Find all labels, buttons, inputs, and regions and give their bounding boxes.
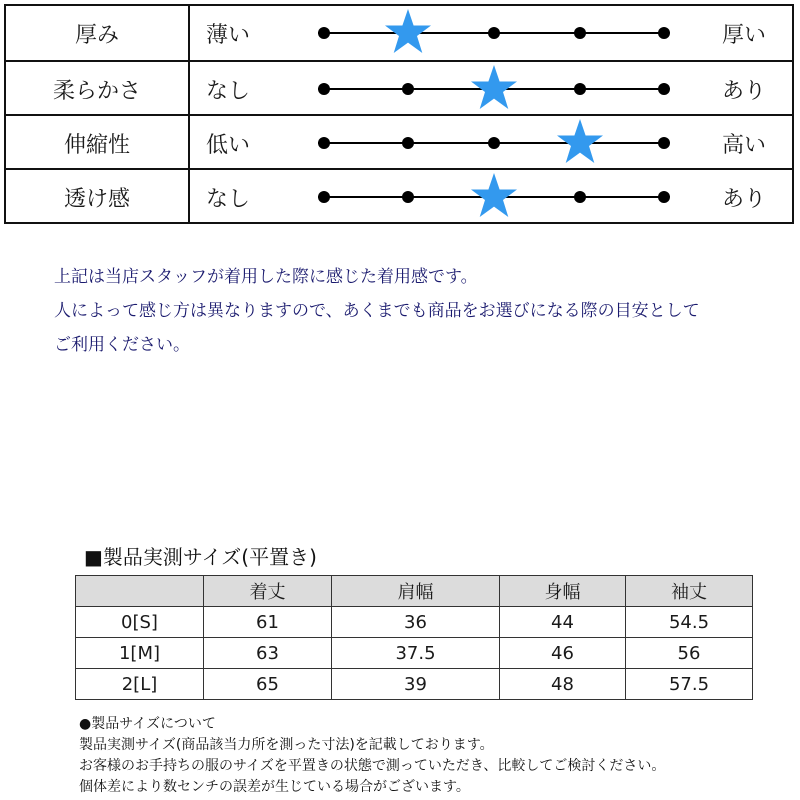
scale-dot	[488, 27, 500, 39]
size-note-line: お客様のお手持ちの服のサイズを平置きの状態で測っていただき、比較してご検討ください。	[79, 758, 666, 774]
feel-label: 厚み	[6, 6, 190, 60]
table-cell: 65	[204, 669, 332, 700]
usage-note	[54, 260, 700, 362]
table-cell: 63	[204, 638, 332, 669]
feel-min-label: なし	[206, 78, 251, 104]
size-note-line: ●製品サイズについて	[79, 716, 216, 732]
header-cell: 袖丈	[626, 576, 753, 607]
feel-row	[6, 114, 792, 170]
feel-row	[6, 6, 792, 60]
size-table-title: ■製品実測サイズ(平置き)	[84, 545, 317, 569]
header-cell: 着丈	[204, 576, 332, 607]
scale-dot	[402, 83, 414, 95]
scale-dot	[574, 83, 586, 95]
note-line: 上記は当店スタッフが着用した際に感じた着用感です。	[54, 267, 478, 287]
table-cell: 46	[500, 638, 626, 669]
feel-row	[6, 60, 792, 116]
feel-min-label: なし	[206, 186, 251, 212]
size-notes	[79, 714, 665, 798]
size-label-cell: 1[M]	[76, 638, 204, 669]
scale-dot	[318, 137, 330, 149]
table-row	[76, 607, 753, 638]
size-label-cell: 0[S]	[76, 607, 204, 638]
scale-dot	[658, 137, 670, 149]
table-cell: 36	[332, 607, 500, 638]
feel-scale	[306, 6, 686, 60]
scale-dot	[574, 27, 586, 39]
feel-max-label: あり	[722, 78, 767, 104]
star-icon	[470, 64, 518, 112]
scale-dot	[574, 191, 586, 203]
star-icon	[384, 8, 432, 56]
star-icon	[556, 118, 604, 166]
table-cell: 39	[332, 669, 500, 700]
size-note-line: 個体差により数センチの誤差が生じている場合がございます。	[79, 779, 470, 795]
feel-label: 透け感	[6, 170, 190, 224]
size-note-line: 製品実測サイズ(商品該当力所を測った寸法)を記載しております。	[79, 737, 494, 753]
feel-table	[4, 4, 794, 224]
feel-max-label: 厚い	[722, 22, 767, 48]
note-line: ご利用ください。	[54, 335, 190, 355]
scale-dot	[318, 191, 330, 203]
feel-min-label: 低い	[206, 132, 251, 158]
table-row	[76, 638, 753, 669]
feel-label: 柔らかさ	[6, 62, 190, 116]
scale-dot	[318, 27, 330, 39]
scale-dot	[402, 137, 414, 149]
size-label-cell: 2[L]	[76, 669, 204, 700]
note-line: 人によって感じ方は異なりますので、あくまでも商品をお選びになる際の目安として	[54, 301, 700, 321]
scale-dot	[488, 137, 500, 149]
feel-max-label: あり	[722, 186, 767, 212]
feel-min-label: 薄い	[206, 22, 251, 48]
feel-scale	[306, 116, 686, 170]
scale-dot	[658, 27, 670, 39]
header-cell: 身幅	[500, 576, 626, 607]
table-cell: 57.5	[626, 669, 753, 700]
star-icon	[470, 172, 518, 220]
table-row	[76, 669, 753, 700]
feel-label: 伸縮性	[6, 116, 190, 170]
table-cell: 48	[500, 669, 626, 700]
table-cell: 61	[204, 607, 332, 638]
header-cell	[76, 576, 204, 607]
size-header-row	[76, 576, 753, 607]
scale-dot	[658, 83, 670, 95]
scale-dot	[402, 191, 414, 203]
table-cell: 37.5	[332, 638, 500, 669]
scale-dot	[318, 83, 330, 95]
table-cell: 44	[500, 607, 626, 638]
header-cell: 肩幅	[332, 576, 500, 607]
feel-max-label: 高い	[722, 132, 767, 158]
feel-row	[6, 168, 792, 224]
feel-scale	[306, 62, 686, 116]
scale-dot	[658, 191, 670, 203]
table-cell: 54.5	[626, 607, 753, 638]
table-cell: 56	[626, 638, 753, 669]
size-table	[75, 575, 753, 700]
feel-scale	[306, 170, 686, 224]
